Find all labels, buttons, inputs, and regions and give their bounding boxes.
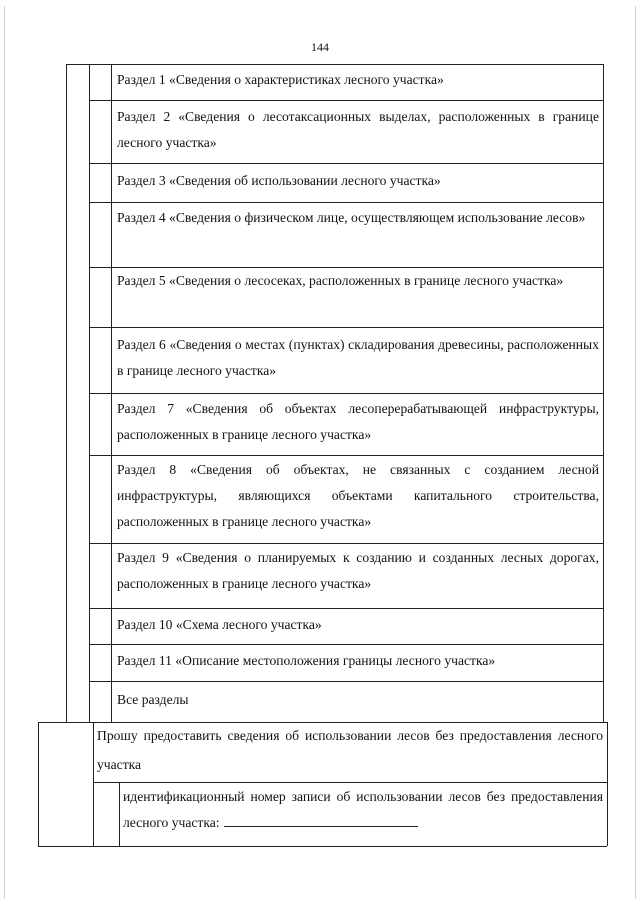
table-bottom-border [38, 846, 607, 847]
table-top-border [66, 64, 603, 65]
table-right-border [603, 64, 604, 723]
record-id-input-line[interactable] [224, 814, 418, 827]
checkbox-column-divider-lower [93, 722, 94, 846]
row-divider [89, 455, 603, 456]
section-row-3: Раздел 3 «Сведения об использовании лесного участка» [117, 173, 441, 188]
row-divider [89, 100, 603, 101]
section-row-4: Раздел 4 «Сведения о физическом лице, осуществляющем использование лесов» [117, 210, 586, 225]
table-right-border-lower [607, 722, 608, 846]
section-row-11: Раздел 11 «Описание местоположения границы лесного участка» [117, 653, 496, 668]
record-column-divider [119, 782, 120, 846]
row-divider [89, 543, 603, 544]
row-divider [89, 393, 603, 394]
row-divider [93, 782, 607, 783]
section-row-6: Раздел 6 «Сведения о местах (пунктах) складирования древесины, расположенных в границе лесного участка» [117, 337, 599, 378]
row-divider [89, 327, 603, 328]
section-row-7: Раздел 7 «Сведения об объектах лесоперерабатывающей инфраструктуры, расположенных в границе лесного участка» [117, 401, 599, 442]
section-row-2: Раздел 2 «Сведения о лесотаксационных выделах, расположенных в границе лесного участка» [117, 109, 599, 150]
record-id-label: идентификационный номер записи об использовании лесов без предоставления лесного участка: [123, 789, 603, 830]
table-left-border [66, 64, 67, 723]
row-divider [89, 681, 603, 682]
section-row-1: Раздел 1 «Сведения о характеристиках лесного участка» [117, 72, 444, 87]
row-divider [89, 608, 603, 609]
row-divider [89, 163, 603, 164]
row-divider [89, 202, 603, 203]
table-left-border-lower [38, 722, 39, 846]
section-row-5: Раздел 5 «Сведения о лесосеках, расположенных в границе лесного участка» [117, 273, 564, 288]
page-number: 144 [311, 40, 329, 54]
request-text: Прошу предоставить сведения об использовании лесов без предоставления лесного участка [97, 728, 603, 772]
record-id-field [123, 784, 603, 836]
row-divider [89, 644, 603, 645]
section-row-9: Раздел 9 «Сведения о планируемых к созданию и созданных лесных дорогах, расположенных в границе лесного участка» [117, 550, 599, 591]
section-row-all: Все разделы [117, 692, 189, 707]
section-row-10: Раздел 10 «Схема лесного участка» [117, 617, 322, 632]
section-row-8: Раздел 8 «Сведения об объектах, не связанных с созданием лесной инфраструктуры, являющихся объектами капитального строительства, расположенных в границе лесного участка» [117, 462, 599, 529]
